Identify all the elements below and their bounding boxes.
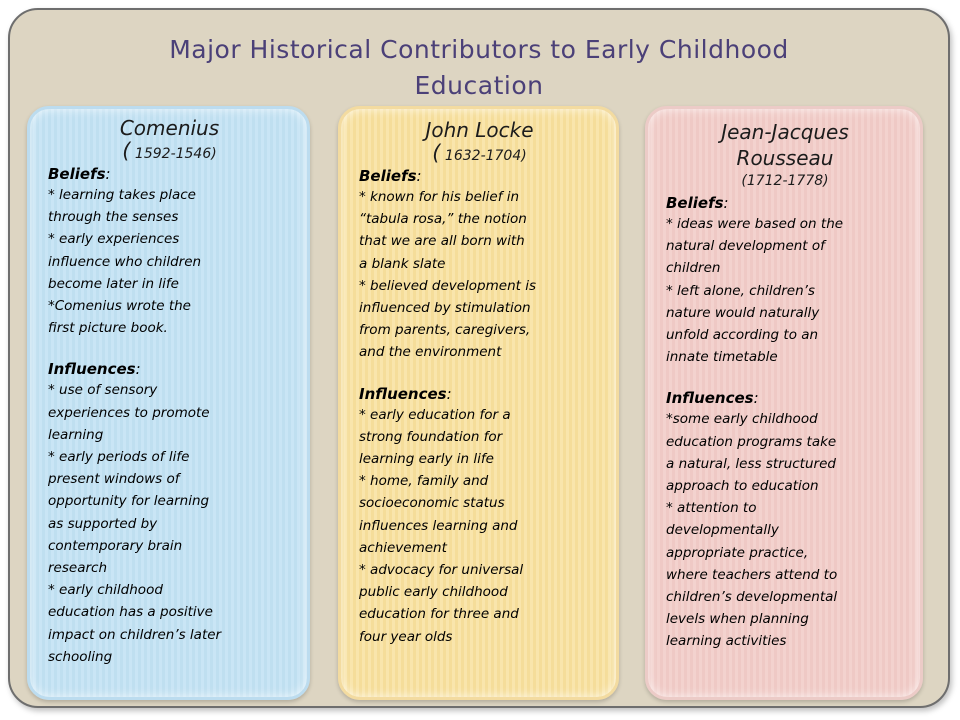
list-line: present windows of [48, 471, 180, 488]
list-line: children [666, 260, 721, 277]
list-line: * ideas were based on the [666, 216, 844, 232]
influences-list [48, 379, 291, 668]
list-line: * known for his belief in [359, 189, 520, 205]
card-dates: ( 1632-1704) [432, 141, 527, 165]
list-line: through the senses [48, 209, 179, 226]
list-line: learning activities [666, 633, 787, 650]
list-line: first picture book. [48, 320, 168, 337]
list-line: research [48, 560, 107, 577]
list-line: * early education for a [359, 406, 511, 423]
list-line: strong foundation for [359, 428, 503, 445]
list-line: education for three and [359, 606, 519, 623]
list-line: impact on children’s later [48, 626, 222, 643]
list-line: from parents, caregivers, [359, 322, 531, 339]
list-line: that we are all born with [359, 233, 525, 250]
beliefs-label: Beliefs: [48, 165, 111, 183]
card-name [666, 119, 904, 171]
list-line: * early childhood [48, 582, 163, 599]
list-line: natural development of [666, 238, 825, 255]
list-line: *Comenius wrote the [48, 298, 191, 315]
list-line: unfold according to an [666, 327, 819, 344]
list-line: “tabula rosa,” the notion [359, 211, 527, 228]
card-comenius [27, 106, 310, 700]
list-line: * learning takes place [48, 187, 196, 203]
slide-frame [8, 8, 950, 708]
list-line: learning early in life [359, 451, 494, 468]
list-line: socioeconomic status [359, 495, 505, 512]
list-line: children’s developmental [666, 589, 838, 606]
list-line: influences learning and [359, 517, 518, 534]
list-line: developmentally [666, 522, 779, 539]
list-line: nature would naturally [666, 304, 820, 321]
list-line: and the environment [359, 344, 502, 361]
list-line: influenced by stimulation [359, 300, 531, 317]
card-name: Comenius [119, 116, 220, 140]
list-line: * advocacy for universal [359, 562, 524, 579]
list-line: * use of sensory [48, 382, 158, 399]
card-name-line-2: Rousseau [736, 146, 834, 170]
influences-list [359, 404, 600, 648]
card-john-locke [338, 106, 619, 700]
influences-label: Influences: [666, 389, 759, 408]
list-line: influence who children [48, 253, 202, 270]
title-line-1: Major Historical Contributors to Early Childhood [169, 35, 789, 64]
influences-label: Influences: [359, 384, 452, 403]
list-line: *some early childhood [666, 411, 818, 428]
list-line: a natural, less structured [666, 455, 836, 472]
list-line: where teachers attend to [666, 566, 838, 583]
list-line: * early experiences [48, 231, 180, 248]
card-dates: (1712-1778) [741, 173, 829, 189]
beliefs-label: Beliefs: [359, 167, 422, 185]
list-line: contemporary brain [48, 537, 183, 554]
list-line: become later in life [48, 275, 179, 292]
list-line: achievement [359, 539, 447, 556]
list-line: * early periods of life [48, 449, 190, 466]
slide-title [10, 32, 948, 104]
title-line-2: Education [414, 71, 544, 100]
card-dates: ( 1592-1546) [122, 139, 217, 163]
list-line: four year olds [359, 628, 453, 645]
beliefs-list [48, 184, 291, 339]
card-rousseau [645, 106, 923, 700]
beliefs-label: Beliefs: [666, 194, 729, 212]
list-line: appropriate practice, [666, 544, 809, 561]
list-line: * left alone, children’s [666, 282, 815, 299]
list-line: * believed development is [359, 277, 537, 294]
list-line: learning [48, 426, 104, 443]
list-line: a blank slate [359, 255, 446, 272]
list-line: approach to education [666, 478, 819, 495]
beliefs-list [666, 213, 904, 368]
card-name-line-1: Jean-Jacques [721, 120, 849, 144]
list-line: levels when planning [666, 611, 809, 628]
influences-list [666, 408, 904, 652]
card-name: John Locke [425, 118, 534, 142]
list-line: * home, family and [359, 473, 489, 490]
beliefs-list [359, 186, 600, 364]
list-line: experiences to promote [48, 404, 210, 421]
list-line: opportunity for learning [48, 493, 210, 510]
list-line: schooling [48, 648, 113, 665]
list-line: education has a positive [48, 604, 213, 621]
list-line: as supported by [48, 515, 158, 532]
list-line: innate timetable [666, 349, 778, 366]
list-line: * attention to [666, 500, 757, 517]
list-line: education programs take [666, 433, 837, 450]
influences-label: Influences: [48, 360, 141, 379]
list-line: public early childhood [359, 584, 508, 601]
